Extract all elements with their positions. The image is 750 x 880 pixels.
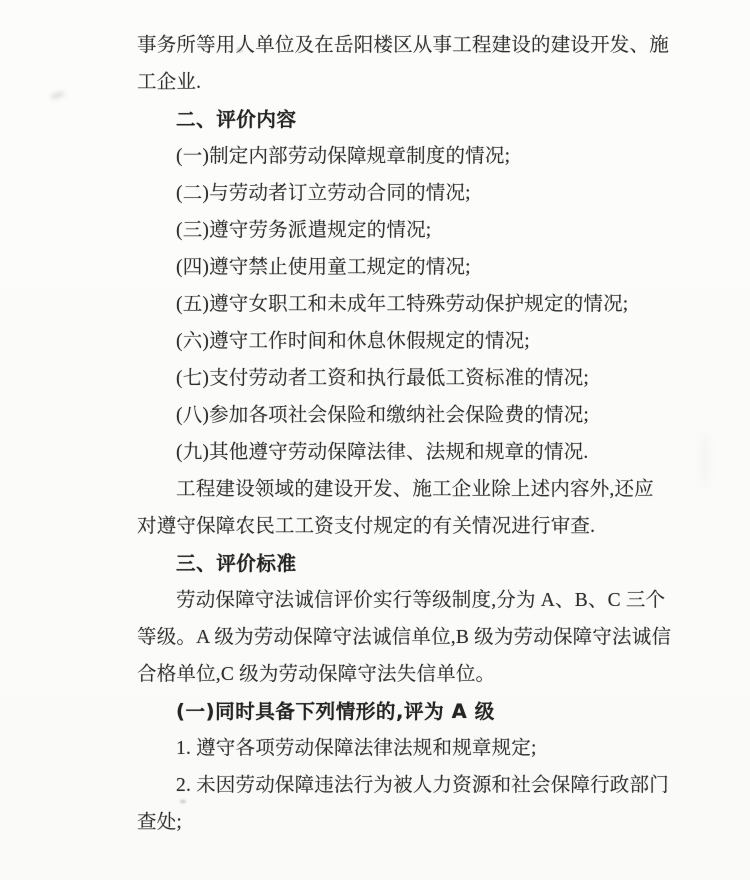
section-heading: 三、评价标准 (176, 552, 297, 575)
text-line: (二)与劳动者订立劳动合同的情况; (176, 183, 471, 204)
text-line: (八)参加各项社会保险和缴纳社会保险费的情况; (176, 405, 590, 426)
text-line: 事务所等用人单位及在岳阳楼区从事工程建设的建设开发、施 (137, 35, 669, 56)
text-line: (四)遵守禁止使用童工规定的情况; (176, 257, 471, 278)
text-line: 查处; (137, 812, 183, 833)
text-line: 对遵守保障农民工工资支付规定的有关情况进行审查. (137, 516, 596, 537)
scan-smudge (50, 91, 66, 100)
text-line: (一)制定内部劳动保障规章制度的情况; (176, 146, 511, 167)
section-heading: (一)同时具备下列情形的,评为 A 级 (176, 700, 495, 723)
text-line: 2. 未因劳动保障违法行为被人力资源和社会保障行政部门 (176, 775, 669, 796)
text-line: 工企业. (137, 72, 202, 93)
text-line: 1. 遵守各项劳动保障法律法规和规章规定; (176, 738, 537, 759)
text-line: (七)支付劳动者工资和执行最低工资标准的情况; (176, 368, 590, 389)
text-line: (五)遵守女职工和未成年工特殊劳动保护规定的情况; (176, 294, 629, 315)
text-line: 合格单位,C 级为劳动保障守法失信单位。 (137, 664, 496, 685)
text-line: (六)遵守工作时间和休息休假规定的情况; (176, 331, 530, 352)
section-heading: 二、评价内容 (176, 108, 297, 131)
text-line: 工程建设领域的建设开发、施工企业除上述内容外,还应 (176, 479, 654, 500)
document-text-block (137, 27, 672, 841)
text-line: (三)遵守劳务派遣规定的情况; (176, 220, 432, 241)
text-line: 等级。A 级为劳动保障守法诚信单位,B 级为劳动保障守法诚信 (137, 627, 672, 648)
scan-shadow (700, 430, 710, 490)
text-line: (九)其他遵守劳动保障法律、法规和规章的情况. (176, 442, 589, 463)
text-line: 劳动保障守法诚信评价实行等级制度,分为 A、B、C 三个 (176, 590, 666, 611)
